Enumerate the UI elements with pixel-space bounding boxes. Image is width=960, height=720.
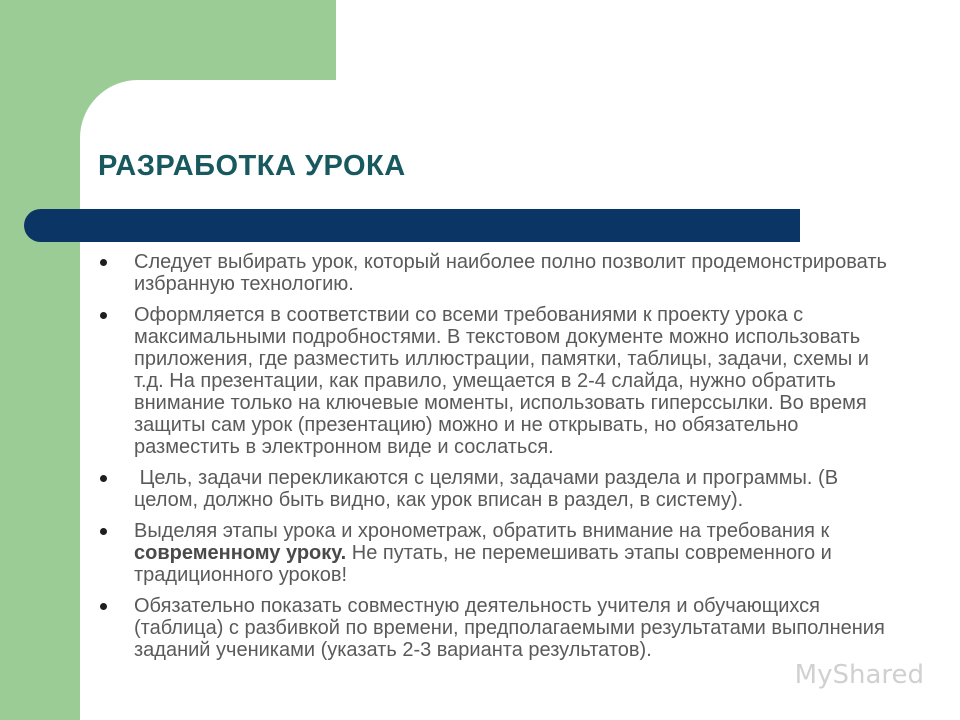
bullet-text-bold: современному уроку. <box>134 542 347 564</box>
bullet-text: Следует выбирать урок, который наиболее полно позволит продемонстрировать избранную технологию. <box>134 251 887 295</box>
bullet-dot-icon <box>100 312 107 319</box>
bullet-list <box>96 251 896 670</box>
bullet-text-part: Выделяя этапы урока и хронометраж, обратить внимание на требования к <box>134 520 830 542</box>
bullet-dot-icon <box>100 259 107 266</box>
bullet-text: Оформляется в соответствии со всеми требованиями к проекту урока с максимальными подробностями. В текстовом документе можно использовать приложения, где разместить иллюстрации, памятки, таблицы, задачи, схемы и т.д. На презентации, как правило, умещается в 2-4 слайда, нужно обратить внимание только на ключевые моменты, использовать гиперссылки. Во время защиты сам урок (презентацию) можно и не открывать, но обязательно разместить в электронном виде и сослаться. <box>134 304 869 458</box>
bullet-dot-icon <box>100 475 107 482</box>
bullet-item <box>96 595 896 661</box>
title-underline-bar <box>24 209 800 242</box>
bullet-text-mixed <box>134 520 832 586</box>
bullet-text: Обязательно показать совместную деятельность учителя и обучающихся (таблица) с разбивкой по времени, предполагаемыми результатами выполнения заданий учениками (указать 2-3 варианта результатов). <box>134 595 885 661</box>
bullet-dot-icon <box>100 603 107 610</box>
bullet-item <box>96 520 896 586</box>
bullet-item <box>96 251 896 295</box>
bullet-text-part: Не путать, не перемешивать этапы современного и традиционного уроков! <box>134 542 832 586</box>
bullet-item <box>96 467 896 511</box>
bullet-text: Цель, задачи перекликаются с целями, задачами раздела и программы. (В целом, должно быть видно, как урок вписан в раздел, в систему). <box>134 467 844 511</box>
bullet-dot-icon <box>100 528 107 535</box>
slide-title: РАЗРАБОТКА УРОКА <box>98 150 406 182</box>
bullet-item <box>96 304 896 458</box>
watermark: MyShared <box>794 660 924 690</box>
